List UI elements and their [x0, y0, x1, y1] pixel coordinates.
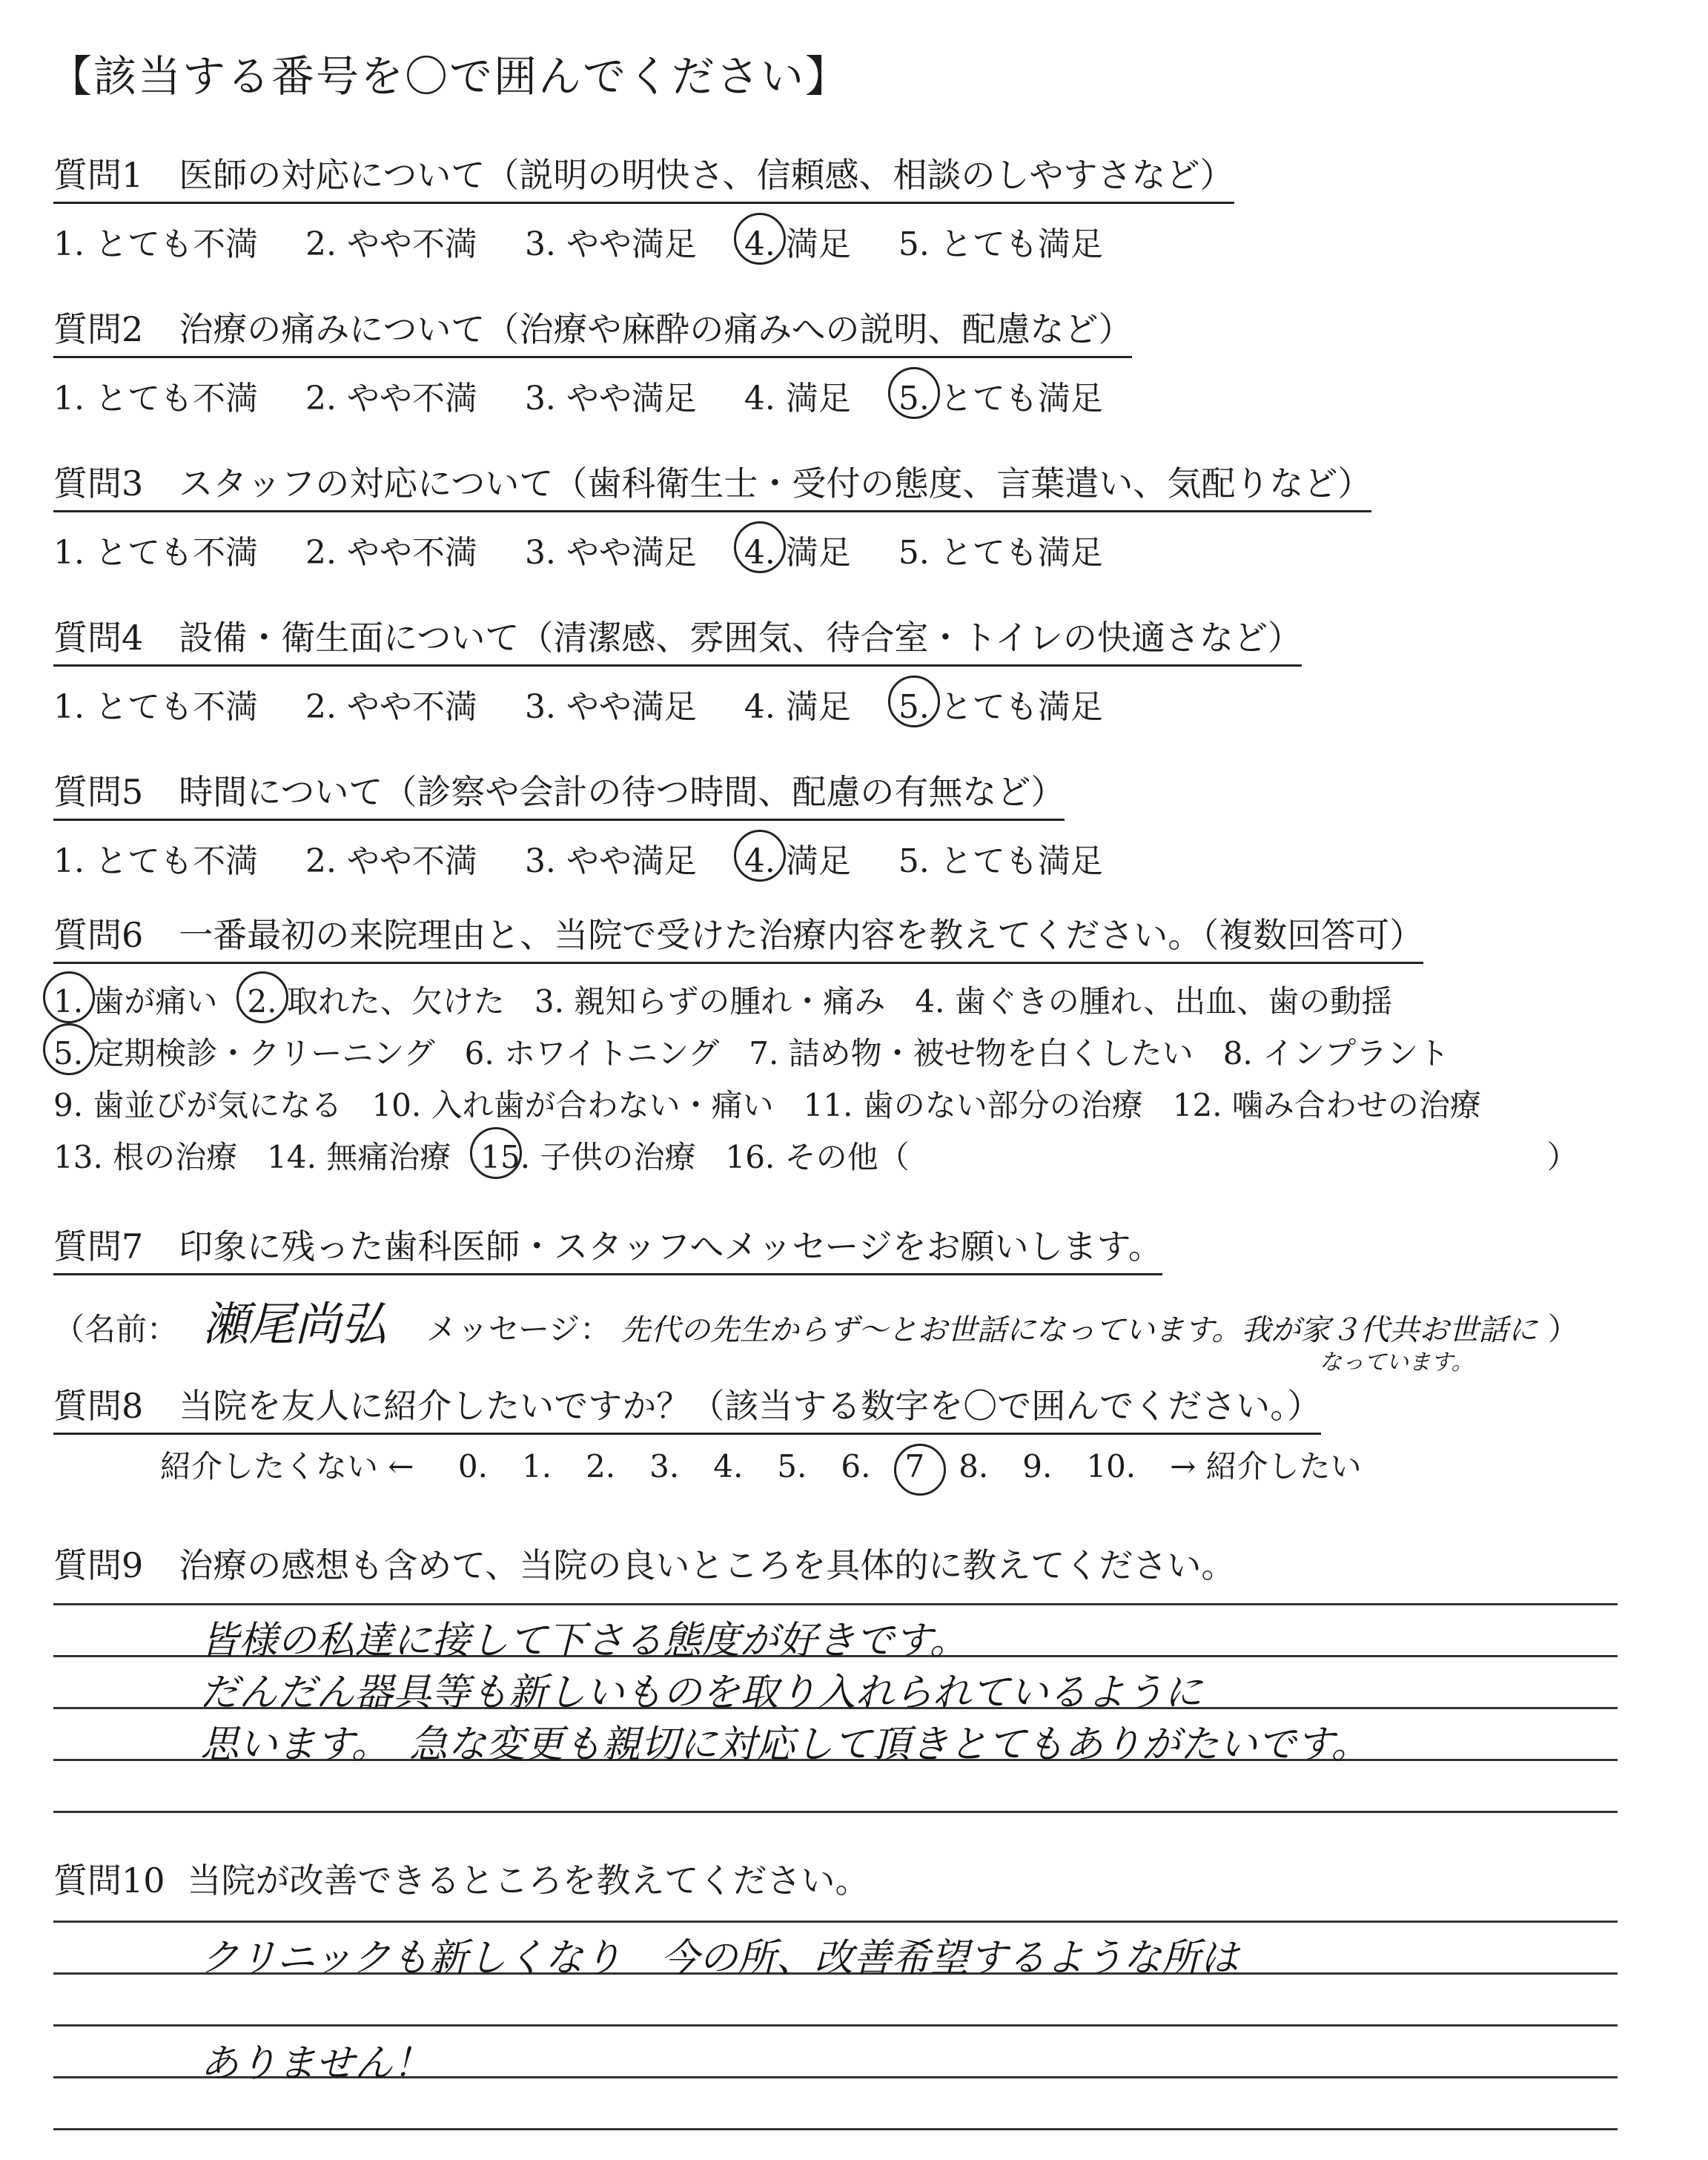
- q6-option-selected[interactable]: 5. 定期検診・クリーニング: [53, 1028, 435, 1080]
- question-7: [53, 1220, 1625, 1275]
- q6-option[interactable]: 7. 詰め物・被せ物を白くしたい: [749, 1035, 1194, 1071]
- rating-option[interactable]: 1. とても不満: [53, 842, 258, 880]
- rating-options: [53, 217, 1625, 265]
- q6-option[interactable]: 8. インプラント: [1222, 1035, 1450, 1071]
- question-number: 質問5: [53, 772, 144, 812]
- question-number: 質問8: [53, 1386, 144, 1426]
- question-number: 質問9: [53, 1545, 144, 1585]
- question-text: 当院が改善できるところを教えてください。: [187, 1860, 870, 1900]
- name-label: （名前：: [53, 1311, 179, 1347]
- question-text: 一番最初の来院理由と、当院で受けた治療内容を教えてください。（複数回答可）: [179, 915, 1424, 955]
- q6-option-selected[interactable]: 15. 子供の治療: [480, 1132, 695, 1183]
- q6-option[interactable]: 11. 歯のない部分の治療: [803, 1087, 1143, 1123]
- question-text: 治療の感想も含めて、当院の良いところを具体的に教えてください。: [179, 1545, 1236, 1585]
- name-value[interactable]: 瀬尾尚弘: [202, 1297, 387, 1351]
- rating-option[interactable]: 2. やや不満: [305, 688, 477, 726]
- question-2-heading: [53, 303, 1132, 358]
- question-7-heading: [53, 1220, 1162, 1275]
- rating-option[interactable]: 1. とても不満: [53, 688, 258, 726]
- question-number: 質問10: [53, 1860, 165, 1900]
- q6-option-selected[interactable]: 2. 取れた、欠けた: [247, 976, 504, 1028]
- rating-option[interactable]: 4. 満足: [744, 688, 851, 726]
- question-1-heading: [53, 148, 1234, 204]
- rating-option[interactable]: 5. とても満足: [898, 842, 1103, 880]
- message-value-cont: なっています。: [1320, 1350, 1474, 1375]
- question-3: [53, 457, 1625, 573]
- rating-option[interactable]: 2. やや不満: [305, 380, 477, 417]
- ruled-line: [53, 2128, 1618, 2130]
- ruled-line: [53, 2024, 1618, 2027]
- q6-option[interactable]: 12. 噛み合わせの治療: [1172, 1087, 1481, 1123]
- question-number: 質問2: [53, 309, 144, 349]
- rating-option-selected[interactable]: 4. 満足: [744, 526, 851, 573]
- question-9-heading: [53, 1539, 1625, 1588]
- closing-paren: ）: [1547, 1311, 1579, 1347]
- q6-row: [53, 976, 1625, 1028]
- question-6: [53, 908, 1625, 1183]
- q6-row: [53, 1132, 1625, 1183]
- rating-option[interactable]: 2. やや不満: [305, 842, 477, 880]
- rating-option[interactable]: 2. やや不満: [305, 225, 477, 263]
- question-3-heading: [53, 457, 1371, 512]
- question-8: [53, 1379, 1625, 1435]
- question-2: [53, 303, 1625, 419]
- q10-answer-line[interactable]: ありません！: [200, 2041, 432, 2086]
- q6-option[interactable]: 14. 無痛治療: [267, 1139, 451, 1175]
- rating-options: [53, 834, 1625, 882]
- rating-options: [53, 371, 1625, 419]
- q10-answer-line[interactable]: クリニックも新しくなり 今の所、改善希望するような所は: [200, 1936, 1239, 1981]
- rating-option[interactable]: 1. とても不満: [53, 380, 258, 417]
- question-text: 設備・衛生面について（清潔感、雰囲気、待合室・トイレの快適さなど）: [179, 618, 1302, 658]
- question-text: 治療の痛みについて（治療や麻酔の痛みへの説明、配慮など）: [179, 309, 1133, 349]
- q6-option[interactable]: 4. 歯ぐきの腫れ、出血、歯の動揺: [915, 983, 1393, 1020]
- q6-option[interactable]: 10. 入れ歯が合わない・痛い: [371, 1087, 774, 1123]
- question-number: 質問1: [53, 155, 144, 195]
- q9-answer-line[interactable]: 皆様の私達に接して下さる態度が好きです。: [200, 1619, 968, 1663]
- rating-options: [53, 680, 1625, 727]
- q6-row: [53, 1080, 1625, 1132]
- q9-answer-line[interactable]: 思います。 急な変更も親切に対応して頂きとてもありがたいです。: [200, 1723, 1370, 1767]
- q6-option[interactable]: 3. 親知らずの腫れ・痛み: [534, 983, 886, 1020]
- page-title: 【該当する番号を〇で囲んでください】: [49, 51, 850, 102]
- rating-option[interactable]: 4. 満足: [744, 380, 851, 417]
- q6-option[interactable]: 13. 根の治療: [53, 1139, 238, 1175]
- rating-option[interactable]: 3. やや満足: [524, 380, 697, 417]
- question-text: 印象に残った歯科医師・スタッフへメッセージをお願いします。: [179, 1226, 1162, 1266]
- ruled-line: [53, 1811, 1618, 1813]
- question-text: 当院を友人に紹介したいですか？（該当する数字を〇で囲んでください。）: [179, 1386, 1322, 1426]
- question-9: [53, 1539, 1625, 1588]
- question-text: スタッフの対応について（歯科衛生士・受付の態度、言葉遣い、気配りなど）: [179, 463, 1372, 503]
- question-5-heading: [53, 765, 1065, 821]
- scale-value[interactable]: 2.: [586, 1448, 616, 1484]
- q6-options: [53, 976, 1625, 1183]
- rating-option[interactable]: 1. とても不満: [53, 225, 258, 263]
- rating-option[interactable]: 3. やや満足: [524, 534, 697, 572]
- scale-value[interactable]: 9.: [1022, 1448, 1053, 1484]
- scale-value[interactable]: 5.: [777, 1448, 807, 1484]
- message-value[interactable]: 先代の先生からず〜とお世話になっています。我が家３代共お世話に: [620, 1313, 1538, 1347]
- question-6-heading: [53, 908, 1423, 964]
- rating-option[interactable]: 3. やや満足: [524, 225, 697, 263]
- question-4-heading: [53, 611, 1302, 667]
- question-text: 時間について（診察や会計の待つ時間、配慮の有無など）: [179, 772, 1065, 812]
- scale-value[interactable]: 3.: [649, 1448, 680, 1484]
- question-1: [53, 148, 1625, 265]
- question-8-heading: [53, 1379, 1321, 1435]
- rating-option[interactable]: 5. とても満足: [898, 225, 1103, 263]
- question-number: 質問6: [53, 915, 144, 955]
- question-10: [53, 1854, 1625, 1903]
- rating-option-selected[interactable]: 5. とても満足: [898, 371, 1103, 419]
- q6-option-selected[interactable]: 1. 歯が痛い: [53, 976, 217, 1028]
- ruled-line: [53, 1603, 1618, 1605]
- ruled-line: [53, 1920, 1618, 1923]
- right-label: → 紹介したい: [1170, 1448, 1362, 1484]
- rating-option[interactable]: 2. やや不満: [305, 534, 477, 572]
- scale-value[interactable]: 6.: [841, 1448, 871, 1484]
- rating-option-selected[interactable]: 4. 満足: [744, 217, 851, 265]
- q6-row: [53, 1028, 1625, 1080]
- q6-option[interactable]: 6. ホワイトニング: [464, 1035, 720, 1071]
- scale-value[interactable]: 1.: [521, 1448, 552, 1484]
- rating-option[interactable]: 3. やや満足: [524, 688, 697, 726]
- question-number: 質問3: [53, 463, 144, 503]
- question-4: [53, 611, 1625, 727]
- rating-options: [53, 526, 1625, 573]
- q6-option[interactable]: 16. その他（: [725, 1139, 910, 1175]
- rating-option[interactable]: 3. やや満足: [524, 842, 697, 880]
- question-10-heading: [53, 1854, 1625, 1903]
- scale-value[interactable]: 8.: [959, 1448, 989, 1484]
- question-number: 質問7: [53, 1226, 144, 1266]
- question-number: 質問4: [53, 618, 144, 658]
- question-5: [53, 765, 1625, 882]
- left-label: 紹介したくない ←: [160, 1448, 414, 1484]
- question-text: 医師の対応について（説明の明快さ、信頼感、相談のしやすさなど）: [179, 155, 1234, 195]
- q9-answer-line[interactable]: だんだん器具等も新しいものを取り入れられているように: [200, 1671, 1203, 1715]
- scale-value[interactable]: 0.: [457, 1448, 488, 1484]
- rating-option[interactable]: 1. とても不満: [53, 534, 258, 572]
- closing-paren: ）: [1546, 1139, 1578, 1175]
- scale-value[interactable]: 10.: [1086, 1448, 1136, 1484]
- q6-option[interactable]: 9. 歯並びが気になる: [53, 1087, 342, 1123]
- rating-option-selected[interactable]: 5. とても満足: [898, 680, 1103, 727]
- recommend-scale: [160, 1442, 1396, 1487]
- message-label: メッセージ：: [426, 1311, 612, 1347]
- rating-option[interactable]: 5. とても満足: [898, 534, 1103, 572]
- scale-value-selected[interactable]: 7: [904, 1448, 925, 1484]
- scale-value[interactable]: 4.: [713, 1448, 744, 1484]
- rating-option-selected[interactable]: 4. 満足: [744, 834, 851, 882]
